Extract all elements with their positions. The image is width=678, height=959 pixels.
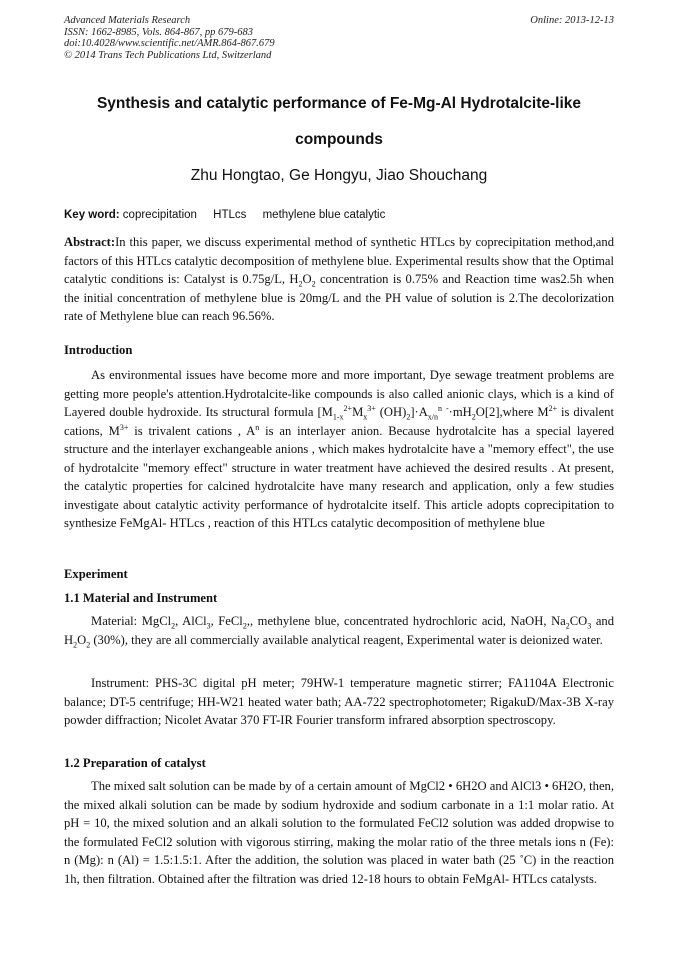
copyright-line: © 2014 Trans Tech Publications Ltd, Switzerland — [64, 49, 272, 61]
issn-line: ISSN: 1662-8985, Vols. 864-867, pp 679-683 — [64, 26, 253, 38]
abstract-sub: 2 — [298, 279, 303, 289]
formula-text: O[2],where M — [475, 405, 549, 419]
formula-sub: 3 — [206, 621, 211, 631]
formula-sup: 3+ — [119, 422, 129, 432]
formula-sup: n — [255, 422, 260, 432]
intro-text: As environmental issues have become more and more important, Dye sewage treatment problems are getting more people's attention.Hydrotalcite-like compounds is also called anionic clays, which is a kind of Layered double hydroxide. Its structural formula [M — [64, 368, 614, 419]
formula-text: ·mH — [448, 405, 472, 419]
online-date: Online: 2013-12-13 — [530, 15, 614, 26]
formula-text: is trivalent cations , A — [128, 423, 256, 438]
formula-sub: 2 — [73, 640, 78, 650]
keyword-item: methylene blue catalytic — [262, 209, 386, 221]
experiment-heading: Experiment — [64, 567, 128, 581]
preparation-text: The mixed salt solution can be made by of a certain amount of MgCl2 • 6H2O and AlCl3 • 6H2O, then, the mixed alkali solution can be made by sodium hydroxide and sodium carbonate in a 1:1 molar ratio. At pH = 10, the mixed solution and an alkali solution to the formulated FeCl2 solution was added dropwise to the formulated FeCl2 solution with vigorous stirring, making the molar ratio of the three metals ions n (Fe): n (Mg): n (Al) = 1.5:1.5:1. After the addition, the solution was placed in water bath (25 ˚C) in the reaction 1h, then filtration. Obtained after the filtration was dried 12-18 hours to obtain FeMgAl- HTLcs catalysts. — [64, 779, 614, 886]
formula-sub: 2 — [565, 621, 570, 631]
abstract-label: Abstract: — [64, 235, 116, 249]
formula-text: M — [352, 405, 364, 419]
keyword-item: HTLcs — [213, 209, 247, 221]
formula-sub: x/n — [427, 412, 439, 422]
formula-sup: n — [438, 403, 443, 413]
introduction-text — [64, 366, 614, 533]
formula-sup: - — [445, 403, 449, 413]
material-text: , AlCl — [175, 614, 207, 628]
formula-sub: 2 — [86, 640, 91, 650]
paper-title — [64, 86, 614, 158]
authors: Zhu Hongtao, Ge Hongyu, Jiao Shouchang — [190, 167, 488, 184]
formula-sub: 2 — [242, 621, 247, 631]
formula-sub: 2 — [171, 621, 176, 631]
formula-sub: 1-x — [332, 412, 344, 422]
keywords — [64, 209, 398, 221]
title-line-2: compounds — [295, 131, 383, 148]
material-text: CO — [569, 614, 588, 628]
formula-sub: 2 — [406, 412, 411, 422]
abstract — [64, 233, 614, 326]
formula-sup: 3+ — [367, 403, 376, 413]
material-text: (30%), they are all commercially available analytical reagent, Experimental water is deionized water. — [90, 632, 603, 647]
formula-text: ]·A — [410, 405, 428, 419]
abstract-sub: 2 — [311, 279, 316, 289]
material-text: and H — [64, 614, 614, 647]
section-1-2-heading: 1.2 Preparation of catalyst — [64, 756, 206, 770]
introduction-heading: Introduction — [64, 343, 133, 357]
material-text: Material: MgCl — [91, 614, 172, 628]
section-1-1-heading: 1.1 Material and Instrument — [64, 591, 218, 605]
keyword-item: coprecipitation — [122, 209, 197, 221]
doi-line: doi:10.4028/www.scientific.net/AMR.864-867.679 — [64, 38, 275, 50]
material-paragraph — [64, 612, 614, 649]
formula-sub: x — [363, 412, 368, 422]
formula-text: (OH) — [375, 405, 407, 419]
formula-text: is divalent cations, M — [64, 405, 614, 438]
intro-text: is an interlayer anion. Because hydrotalcite has a special layered structure and the interlayer exchangeable anions , which makes hydrotalcite have a "memory effect", the use of hydrotalcite "memory effect" structure in water treatment have achieved the desired results . At present, the catalytic properties for calcined hydrotalcite have many research and application, only a few studies investigate about catalytic activity performance of hydrotalcite itself. This article adopts coprecipitation to synthesize FeMgAl- HTLcs , reaction of this HTLcs catalytic decomposition of methylene blue — [64, 423, 614, 530]
abstract-text: O — [302, 272, 312, 286]
formula-sup: 2+ — [548, 403, 558, 413]
formula-sub: 3 — [587, 621, 592, 631]
keywords-label: Key word: — [64, 209, 120, 221]
formula-sup: 2+ — [343, 403, 353, 413]
material-text: O — [77, 632, 87, 647]
journal-name: Advanced Materials Research — [64, 15, 191, 26]
title-line-1: Synthesis and catalytic performance of Fe-Mg-Al Hydrotalcite-like — [96, 95, 582, 112]
material-text: , FeCl — [210, 614, 243, 628]
preparation-paragraph — [64, 777, 614, 888]
instrument-text: Instrument: PHS-3C digital pH meter; 79HW-1 temperature magnetic stirrer; FA1104A Electronic balance; DT-5 centrifuge; HH-W21 heated water bath; AA-722 spectrophotometer; RigakuD/Max-3B X-ray powder diffraction; Nicolet Avatar 370 FT-IR Fourier transform infrared absorption spectroscopy. — [64, 676, 614, 727]
material-text: ,, methylene blue, concentrated hydrochloric acid, NaOH, Na — [246, 614, 566, 628]
journal-header — [64, 15, 275, 61]
abstract-text: concentration is 0.75% and Reaction time was2.5h when the initial concentration of methylene blue is 20mg/L and the PH value of solution is 2.The decolorization rate of Methylene blue can reach 96.56%. — [64, 272, 614, 323]
instrument-paragraph — [64, 674, 614, 730]
abstract-text: In this paper, we discuss experimental method of synthetic HTLcs by coprecipitation method,and factors of this HTLcs catalytic decomposition of methylene blue. Experimental results show that the Optimal catalytic conditions is: Catalyst is 0.75g/L, H — [64, 235, 614, 286]
formula-sub: 2 — [471, 412, 476, 422]
